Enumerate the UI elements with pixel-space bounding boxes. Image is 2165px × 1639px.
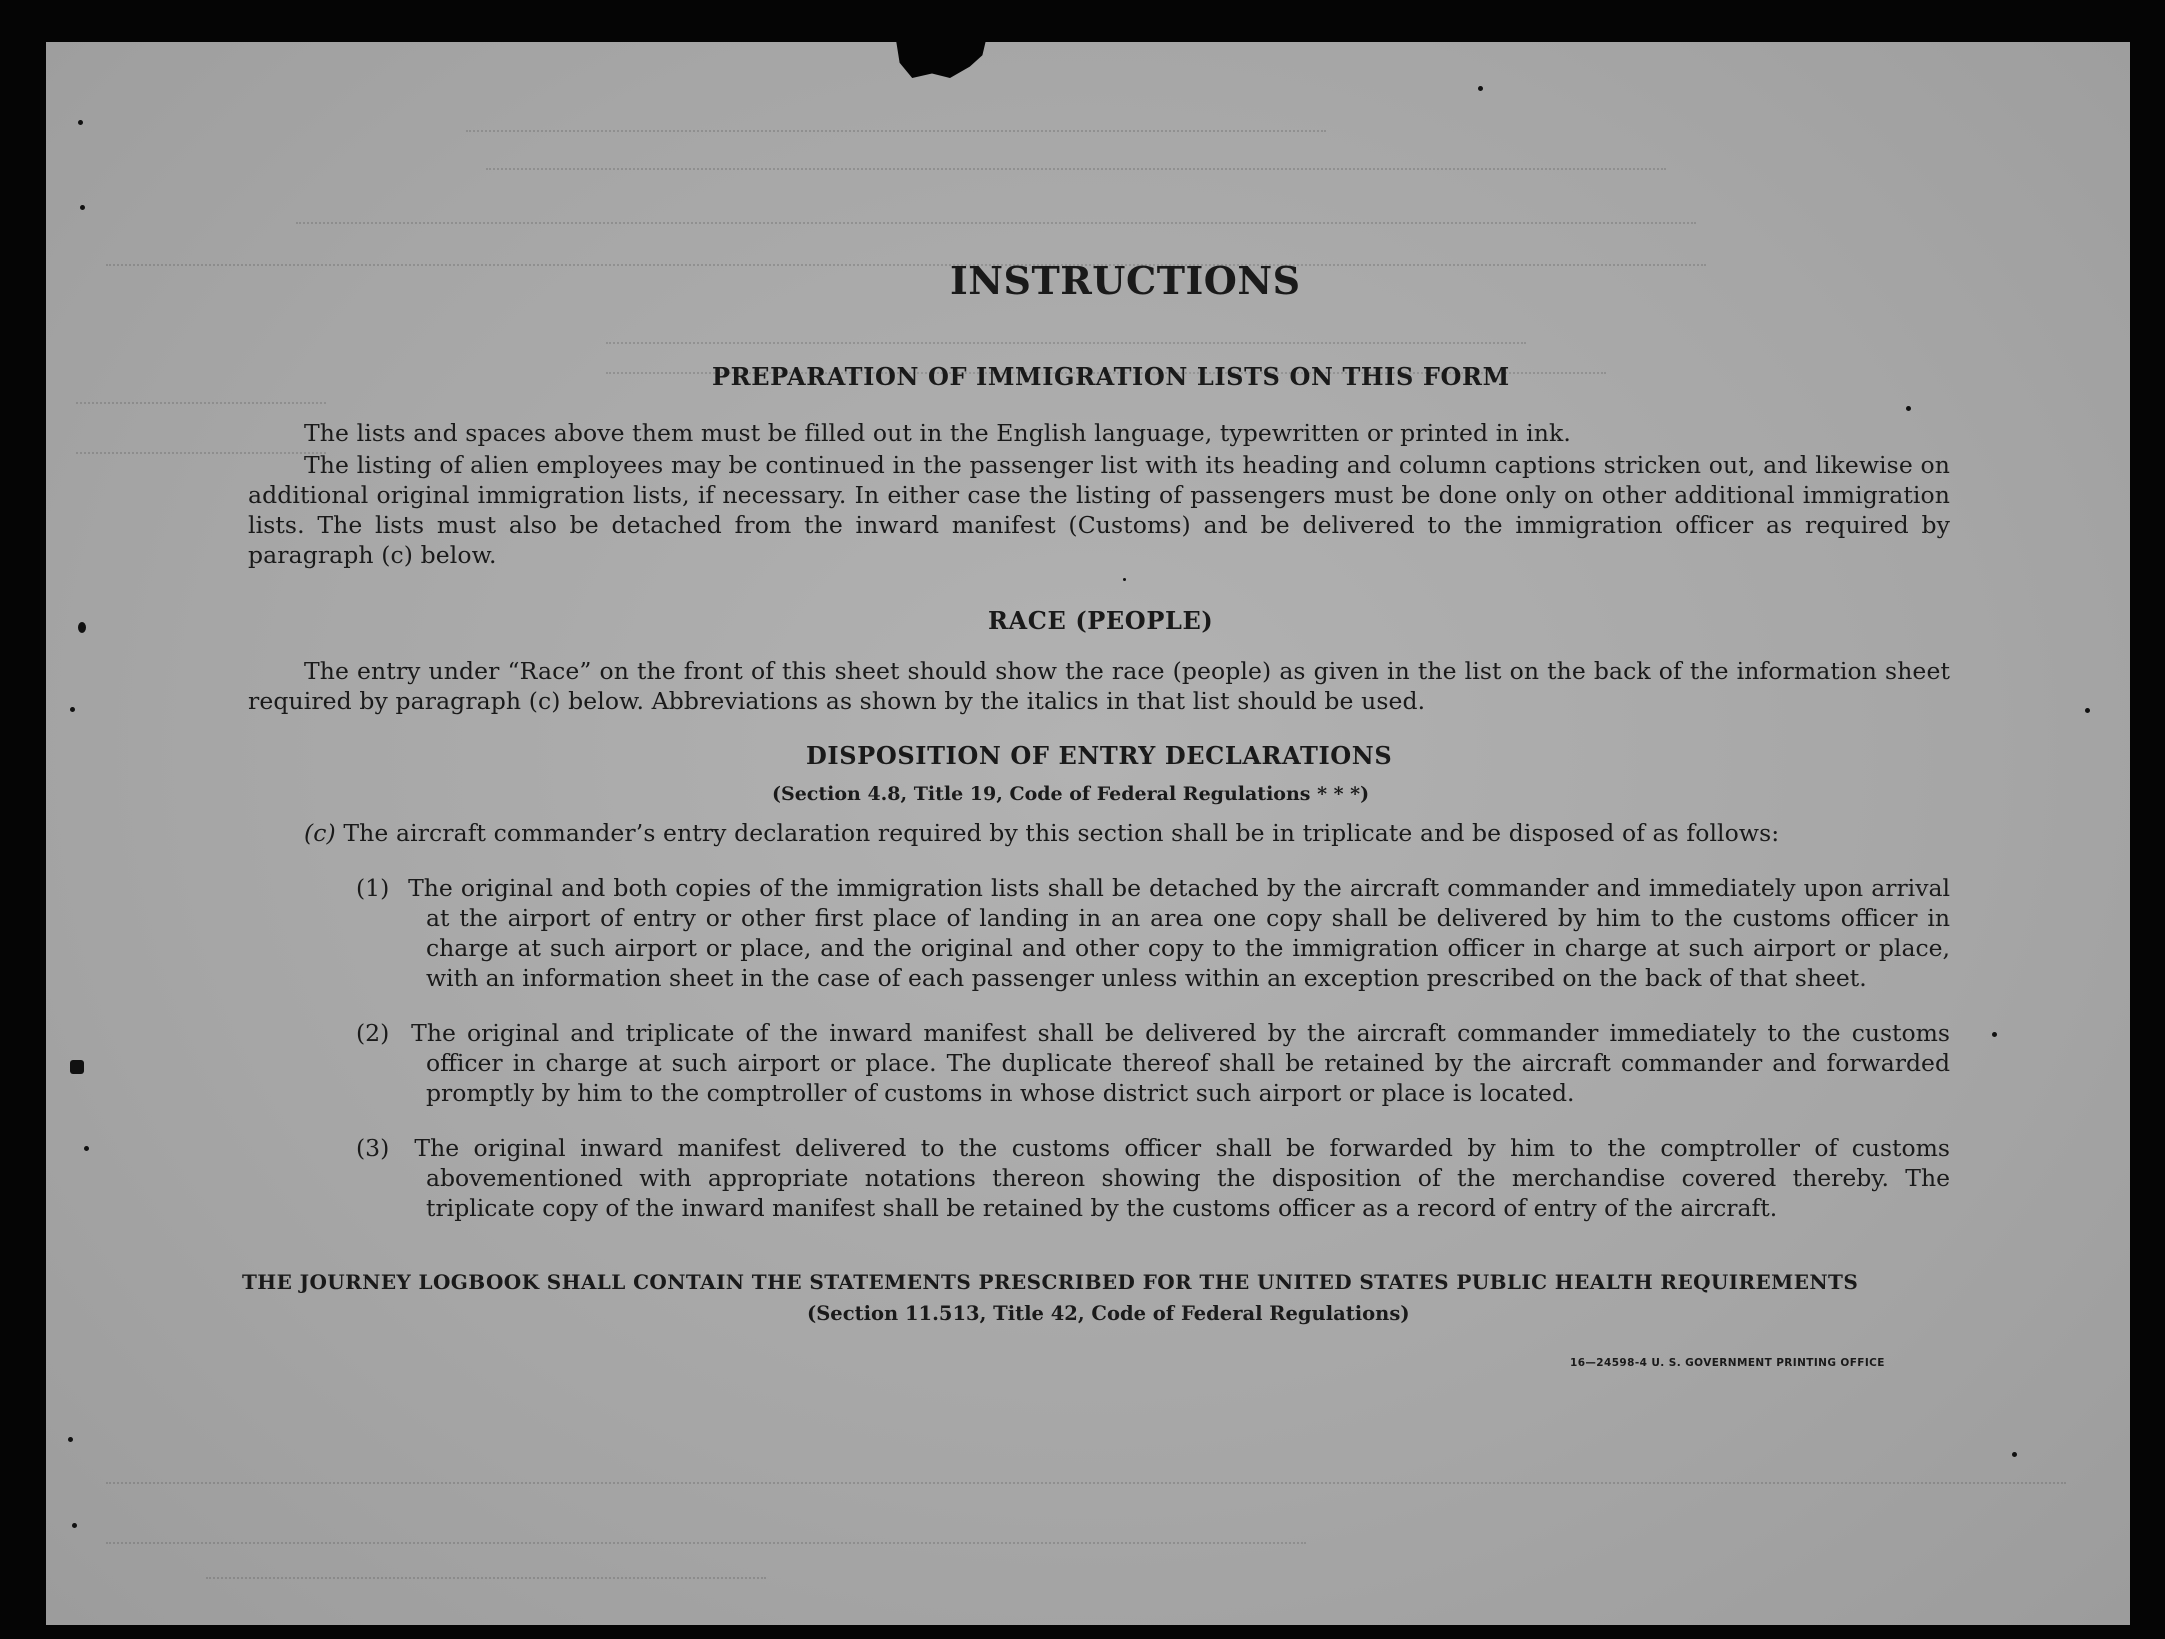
section-race-body bbox=[248, 656, 1950, 716]
disposition-item-label: (3) bbox=[356, 1134, 390, 1162]
speck-mark bbox=[84, 1146, 89, 1151]
speck-mark bbox=[68, 1437, 73, 1442]
disposition-intro-label: (c) bbox=[304, 819, 336, 847]
disposition-item bbox=[356, 873, 1950, 993]
speck-mark bbox=[2085, 708, 2090, 713]
section-preparation-body bbox=[248, 418, 1950, 570]
disposition-item-label: (2) bbox=[356, 1019, 390, 1047]
disposition-intro bbox=[304, 818, 1950, 848]
disposition-item-label: (1) bbox=[356, 874, 390, 902]
preparation-paragraph-1: The lists and spaces above them must be filled out in the English language, typewritten or printed in ink. bbox=[304, 419, 1571, 447]
footer-citation: (Section 11.513, Title 42, Code of Federal Regulations) bbox=[807, 1302, 1410, 1325]
disposition-intro-text: The aircraft commander’s entry declaration required by this section shall be in triplicate and be disposed of as follows: bbox=[343, 819, 1780, 847]
preparation-paragraph-2: The listing of alien employees may be continued in the passenger list with its heading and column captions stricken out, and likewise on additional original immigration lists, if necessary. In either case the listing of passengers must be done only on other additional immigration lists. The lists must also be detached from the inward manifest (Customs) and be delivered to the immigration officer as required by paragraph (c) below. bbox=[248, 451, 1950, 569]
disposition-item-text: The original and triplicate of the inward manifest shall be delivered by the aircraft commander immediately to the customs officer in charge at such airport or place. The duplicate thereof shall be retained by the aircraft commander and forwarded promptly by him to the comptroller of customs in whose district such airport or place is located. bbox=[411, 1019, 1950, 1107]
speck-mark bbox=[1478, 86, 1483, 91]
section-heading-preparation: PREPARATION OF IMMIGRATION LISTS ON THIS FORM bbox=[712, 362, 1510, 391]
speck-mark bbox=[80, 205, 85, 210]
disposition-item bbox=[356, 1018, 1950, 1108]
speck-mark bbox=[78, 120, 83, 125]
speck-mark bbox=[2012, 1452, 2017, 1457]
disposition-item-list bbox=[356, 873, 1950, 1223]
disposition-citation: (Section 4.8, Title 19, Code of Federal Regulations * * *) bbox=[772, 783, 1370, 805]
print-code: 16—24598-4 U. S. GOVERNMENT PRINTING OFFICE bbox=[1570, 1357, 1885, 1369]
speck-mark bbox=[70, 707, 75, 712]
speck-mark bbox=[1906, 406, 1911, 411]
disposition-item-text: The original and both copies of the immigration lists shall be detached by the aircraft commander and immediately upon arrival at the airport of entry or other first place of landing in an area one copy shall be delivered by him to the customs officer in charge at such airport or place, and the original and other copy to the immigration officer in charge at such airport or place, with an information sheet in the case of each passenger unless within an exception prescribed on the back of that sheet. bbox=[408, 874, 1950, 992]
section-heading-race: RACE (PEOPLE) bbox=[988, 606, 1214, 635]
speck-mark bbox=[1992, 1032, 1997, 1037]
speck-mark bbox=[70, 1060, 84, 1074]
footer-requirement: THE JOURNEY LOGBOOK SHALL CONTAIN THE STATEMENTS PRESCRIBED FOR THE UNITED STATES PUBLIC HEALTH REQUIREMENTS bbox=[242, 1270, 1859, 1294]
race-paragraph: The entry under “Race” on the front of this sheet should show the race (people) as given in the list on the back of the information sheet required by paragraph (c) below. Abbreviations as shown by the italics in that list should be used. bbox=[248, 657, 1950, 715]
speck-mark bbox=[72, 1523, 77, 1528]
speck-mark bbox=[1123, 578, 1126, 581]
document-title: INSTRUCTIONS bbox=[950, 258, 1301, 303]
section-heading-disposition: DISPOSITION OF ENTRY DECLARATIONS bbox=[806, 741, 1393, 770]
disposition-item-text: The original inward manifest delivered to the customs officer shall be forwarded by him to the comptroller of customs abovementioned with appropriate notations thereon showing the disposition of the merchandise covered thereby. The triplicate copy of the inward manifest shall be retained by the customs officer as a record of entry of the aircraft. bbox=[414, 1134, 1950, 1222]
speck-mark bbox=[78, 622, 86, 633]
disposition-item bbox=[356, 1133, 1950, 1223]
